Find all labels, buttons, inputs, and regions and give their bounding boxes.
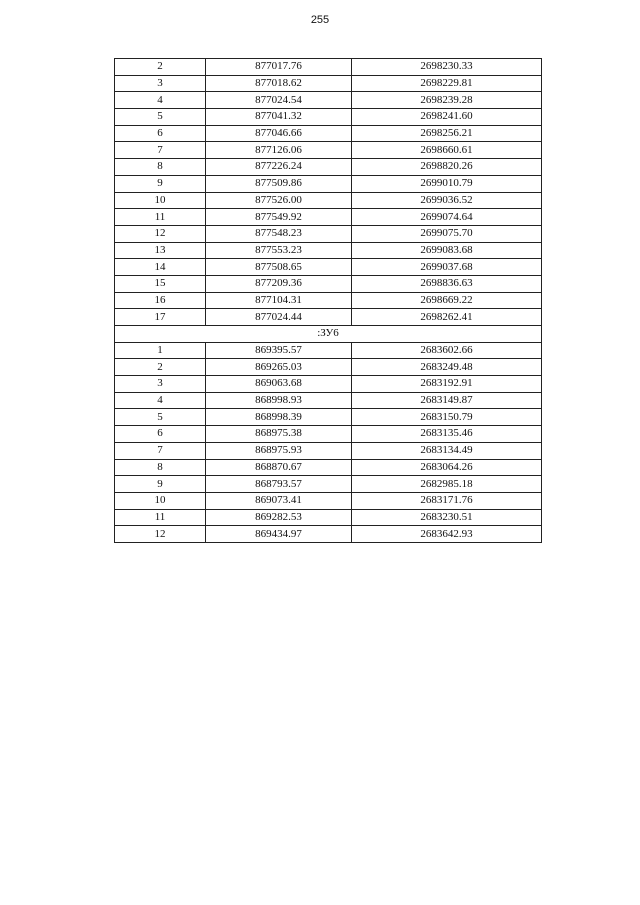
- x-coordinate-cell: 868793.57: [206, 476, 352, 493]
- x-coordinate-cell: 869265.03: [206, 359, 352, 376]
- table-row: [115, 142, 542, 159]
- y-coordinate-cell: 2682985.18: [352, 476, 542, 493]
- point-number-cell: 11: [115, 509, 206, 526]
- x-coordinate-cell: 868975.93: [206, 442, 352, 459]
- table-row: [115, 476, 542, 493]
- y-coordinate-cell: 2699010.79: [352, 175, 542, 192]
- x-coordinate-cell: 869282.53: [206, 509, 352, 526]
- point-number-cell: 1: [115, 342, 206, 359]
- y-coordinate-cell: 2698262.41: [352, 309, 542, 326]
- y-coordinate-cell: 2698256.21: [352, 125, 542, 142]
- x-coordinate-cell: 877549.92: [206, 209, 352, 226]
- point-number-cell: 5: [115, 109, 206, 126]
- point-number-cell: 12: [115, 225, 206, 242]
- table-row: [115, 442, 542, 459]
- y-coordinate-cell: 2698836.63: [352, 275, 542, 292]
- x-coordinate-cell: 869063.68: [206, 376, 352, 393]
- point-number-cell: 4: [115, 392, 206, 409]
- y-coordinate-cell: 2699074.64: [352, 209, 542, 226]
- table-row: [115, 159, 542, 176]
- x-coordinate-cell: 877046.66: [206, 125, 352, 142]
- table-row: [115, 526, 542, 543]
- table-row: [115, 426, 542, 443]
- x-coordinate-cell: 877553.23: [206, 242, 352, 259]
- point-number-cell: 7: [115, 442, 206, 459]
- table-row: [115, 75, 542, 92]
- y-coordinate-cell: 2683171.76: [352, 492, 542, 509]
- table-row: [115, 309, 542, 326]
- x-coordinate-cell: 877024.54: [206, 92, 352, 109]
- x-coordinate-cell: 877041.32: [206, 109, 352, 126]
- point-number-cell: 17: [115, 309, 206, 326]
- x-coordinate-cell: 877509.86: [206, 175, 352, 192]
- x-coordinate-cell: 868870.67: [206, 459, 352, 476]
- y-coordinate-cell: 2698669.22: [352, 292, 542, 309]
- y-coordinate-cell: 2683230.51: [352, 509, 542, 526]
- y-coordinate-cell: 2683642.93: [352, 526, 542, 543]
- table-row: [115, 59, 542, 76]
- x-coordinate-cell: 877017.76: [206, 59, 352, 76]
- y-coordinate-cell: 2698229.81: [352, 75, 542, 92]
- y-coordinate-cell: 2683149.87: [352, 392, 542, 409]
- coordinates-table: [114, 58, 542, 543]
- point-number-cell: 6: [115, 426, 206, 443]
- point-number-cell: 12: [115, 526, 206, 543]
- x-coordinate-cell: 877018.62: [206, 75, 352, 92]
- point-number-cell: 2: [115, 59, 206, 76]
- point-number-cell: 14: [115, 259, 206, 276]
- x-coordinate-cell: 869395.57: [206, 342, 352, 359]
- table-row: [115, 259, 542, 276]
- table-row: [115, 125, 542, 142]
- point-number-cell: 2: [115, 359, 206, 376]
- y-coordinate-cell: 2683134.49: [352, 442, 542, 459]
- section-label: :ЗУ6: [115, 326, 542, 343]
- point-number-cell: 15: [115, 275, 206, 292]
- table-row: [115, 459, 542, 476]
- x-coordinate-cell: 877548.23: [206, 225, 352, 242]
- y-coordinate-cell: 2683602.66: [352, 342, 542, 359]
- point-number-cell: 5: [115, 409, 206, 426]
- point-number-cell: 7: [115, 142, 206, 159]
- point-number-cell: 10: [115, 492, 206, 509]
- x-coordinate-cell: 877104.31: [206, 292, 352, 309]
- x-coordinate-cell: 877526.00: [206, 192, 352, 209]
- point-number-cell: 8: [115, 459, 206, 476]
- y-coordinate-cell: 2698230.33: [352, 59, 542, 76]
- point-number-cell: 3: [115, 376, 206, 393]
- y-coordinate-cell: 2698239.28: [352, 92, 542, 109]
- point-number-cell: 6: [115, 125, 206, 142]
- point-number-cell: 16: [115, 292, 206, 309]
- point-number-cell: 9: [115, 175, 206, 192]
- section-header-row: [115, 326, 542, 343]
- y-coordinate-cell: 2683135.46: [352, 426, 542, 443]
- y-coordinate-cell: 2698660.61: [352, 142, 542, 159]
- y-coordinate-cell: 2698241.60: [352, 109, 542, 126]
- table-row: [115, 109, 542, 126]
- y-coordinate-cell: 2699083.68: [352, 242, 542, 259]
- x-coordinate-cell: 877226.24: [206, 159, 352, 176]
- y-coordinate-cell: 2698820.26: [352, 159, 542, 176]
- y-coordinate-cell: 2683192.91: [352, 376, 542, 393]
- x-coordinate-cell: 868975.38: [206, 426, 352, 443]
- x-coordinate-cell: 877209.36: [206, 275, 352, 292]
- table-row: [115, 492, 542, 509]
- coordinates-table-body: [115, 59, 542, 543]
- y-coordinate-cell: 2699037.68: [352, 259, 542, 276]
- x-coordinate-cell: 869434.97: [206, 526, 352, 543]
- table-row: [115, 392, 542, 409]
- point-number-cell: 11: [115, 209, 206, 226]
- point-number-cell: 10: [115, 192, 206, 209]
- table-row: [115, 209, 542, 226]
- x-coordinate-cell: 869073.41: [206, 492, 352, 509]
- y-coordinate-cell: 2699036.52: [352, 192, 542, 209]
- y-coordinate-cell: 2683150.79: [352, 409, 542, 426]
- table-row: [115, 242, 542, 259]
- x-coordinate-cell: 877508.65: [206, 259, 352, 276]
- point-number-cell: 3: [115, 75, 206, 92]
- table-row: [115, 376, 542, 393]
- y-coordinate-cell: 2683064.26: [352, 459, 542, 476]
- page-number: 255: [310, 14, 330, 26]
- table-row: [115, 342, 542, 359]
- table-row: [115, 509, 542, 526]
- x-coordinate-cell: 877024.44: [206, 309, 352, 326]
- table-row: [115, 192, 542, 209]
- table-row: [115, 359, 542, 376]
- point-number-cell: 4: [115, 92, 206, 109]
- y-coordinate-cell: 2683249.48: [352, 359, 542, 376]
- x-coordinate-cell: 868998.39: [206, 409, 352, 426]
- point-number-cell: 8: [115, 159, 206, 176]
- table-row: [115, 275, 542, 292]
- table-row: [115, 292, 542, 309]
- x-coordinate-cell: 877126.06: [206, 142, 352, 159]
- table-row: [115, 92, 542, 109]
- x-coordinate-cell: 868998.93: [206, 392, 352, 409]
- point-number-cell: 9: [115, 476, 206, 493]
- y-coordinate-cell: 2699075.70: [352, 225, 542, 242]
- table-row: [115, 175, 542, 192]
- table-row: [115, 409, 542, 426]
- table-row: [115, 225, 542, 242]
- point-number-cell: 13: [115, 242, 206, 259]
